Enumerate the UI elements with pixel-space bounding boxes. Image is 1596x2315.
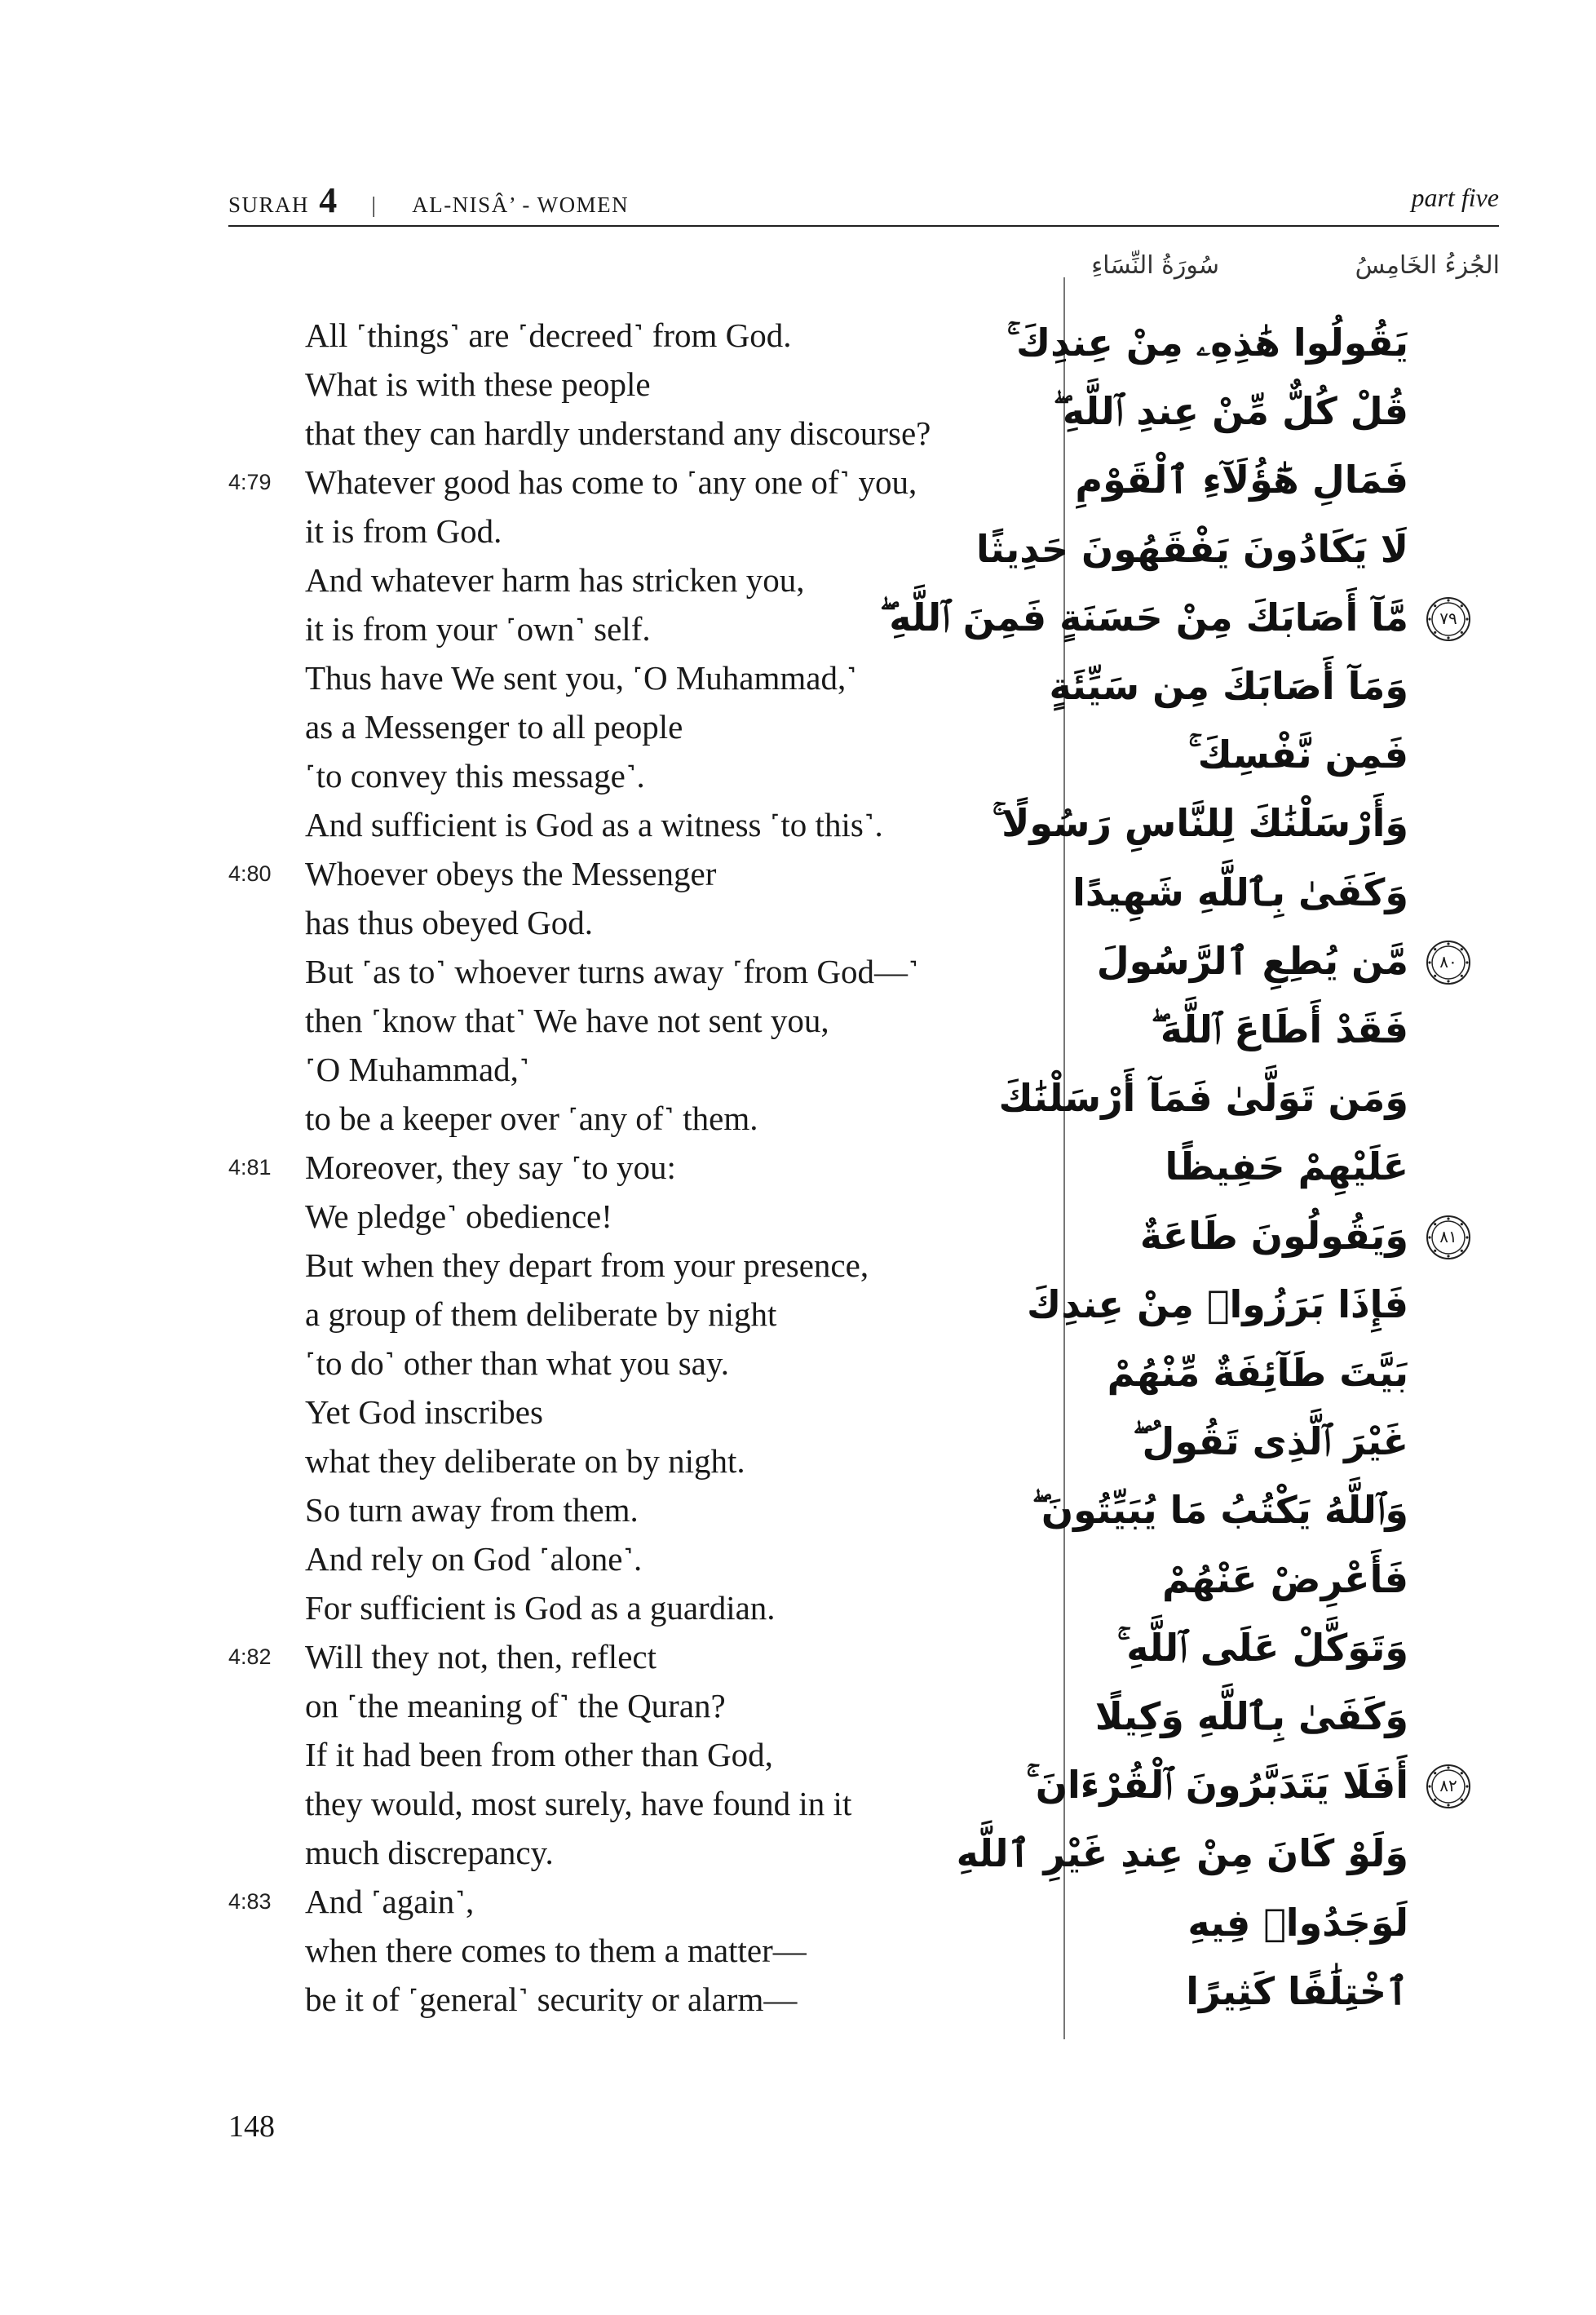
translation-line: what they deliberate on by night. bbox=[305, 1442, 745, 1480]
translation-line: And sufficient is God as a witness ˹to this˺. bbox=[305, 806, 883, 843]
arabic-line: فَمِن نَّفْسِكَ ۚ bbox=[1188, 733, 1408, 777]
translation-line: that they can hardly understand any discourse? bbox=[305, 414, 931, 452]
surah-number: 4 bbox=[319, 180, 338, 220]
verse-number: 4:79 bbox=[228, 470, 272, 494]
arabic-line: ٱخْتِلَٰفًا كَثِيرًا bbox=[1186, 1968, 1408, 2013]
translation-line: And rely on God ˹alone˺. bbox=[305, 1540, 643, 1578]
arabic-line: لَا يَكَادُونَ يَفْقَهُونَ حَدِيثًا bbox=[975, 526, 1408, 571]
translation-line: Whoever obeys the Messenger bbox=[305, 855, 717, 892]
arabic-line: يَقُولُوا هَٰذِهِۦ مِنْ عِندِكَ ۚ bbox=[1006, 321, 1408, 365]
translation-line: And whatever harm has stricken you, bbox=[305, 561, 805, 599]
arabic-line: وَتَوَكَّلْ عَلَى ٱللَّهِ ۚ bbox=[1116, 1625, 1408, 1670]
header-separator: | bbox=[371, 193, 378, 217]
surah-name: AL-NISÂ’ - WOMEN bbox=[412, 193, 630, 217]
translation-line: Moreover, they say ˹to you: bbox=[305, 1149, 676, 1186]
arabic-line: وَلَوْ كَانَ مِنْ عِندِ غَيْرِ ٱللَّهِ bbox=[956, 1831, 1408, 1876]
arabic-line: فَمَالِ هَٰٓؤُلَآءِ ٱلْقَوْمِ bbox=[1075, 458, 1408, 502]
header-rule bbox=[228, 225, 1499, 227]
verse-number: 4:83 bbox=[228, 1889, 272, 1914]
translation-line: they would, most surely, have found in it bbox=[305, 1785, 852, 1822]
translation-line: be it of ˹general˺ security or alarm— bbox=[305, 1981, 798, 2018]
arabic-line: مَّن يُطِعِ ٱلرَّسُولَ bbox=[1096, 938, 1408, 983]
verse-marker-number: ٨٠ bbox=[1439, 951, 1457, 972]
arabic-surah-label: سُورَةُ النِّسَاءِ bbox=[1091, 251, 1219, 280]
verse-number: 4:82 bbox=[228, 1644, 272, 1669]
arabic-line: فَقَدْ أَطَاعَ ٱللَّهَ ۖ bbox=[1151, 1007, 1408, 1051]
translation-line: ˹to convey this message˺. bbox=[305, 757, 645, 795]
verse-marker-number: ٧٩ bbox=[1439, 608, 1457, 628]
arabic-line: فَأَعْرِضْ عَنْهُمْ bbox=[1162, 1556, 1408, 1601]
translation-line: Yet God inscribes bbox=[305, 1393, 543, 1431]
arabic-part-label: الجُزءُ الخَامِسُ bbox=[1355, 251, 1500, 280]
arabic-line: أَفَلَا يَتَدَبَّرُونَ ٱلْقُرْءَانَ ۚ bbox=[1026, 1763, 1408, 1808]
part-label: part five bbox=[1411, 183, 1499, 212]
translation-line: as a Messenger to all people bbox=[305, 708, 683, 746]
arabic-line: وَكَفَىٰ بِٱللَّهِ وَكِيلًا bbox=[1094, 1694, 1408, 1738]
translation-line: All ˹things˺ are ˹decreed˺ from God. bbox=[305, 316, 792, 354]
translation-line: has thus obeyed God. bbox=[305, 904, 594, 941]
translation-line: But when they depart from your presence, bbox=[305, 1246, 869, 1284]
translation-line: Thus have We sent you, ˹O Muhammad,˺ bbox=[305, 659, 857, 697]
arabic-line: قُلْ كُلٌّ مِّنْ عِندِ ٱللَّهِ ۖ bbox=[1053, 389, 1408, 434]
verse-marker-icon bbox=[1424, 1213, 1473, 1262]
arabic-line: وَٱللَّهُ يَكْتُبُ مَا يُبَيِّتُونَ ۖ bbox=[1032, 1488, 1408, 1533]
translation-line: it is from your ˹own˺ self. bbox=[305, 610, 651, 648]
translation-line: much discrepancy. bbox=[305, 1834, 554, 1871]
translation-line: it is from God. bbox=[305, 512, 502, 550]
surah-title bbox=[228, 179, 629, 221]
arabic-line: غَيْرَ ٱلَّذِى تَقُولُ ۖ bbox=[1132, 1419, 1408, 1464]
verse-marker-number: ٨٢ bbox=[1439, 1776, 1457, 1796]
translation-line: For sufficient is God as a guardian. bbox=[305, 1589, 776, 1627]
translation-line: If it had been from other than God, bbox=[305, 1736, 773, 1773]
translation-line: But ˹as to˺ whoever turns away ˹from God—˺ bbox=[305, 953, 919, 990]
arabic-line: مَّآ أَصَابَكَ مِنْ حَسَنَةٍ فَمِنَ ٱللَّهِ ۖ bbox=[879, 595, 1408, 640]
page-number: 148 bbox=[228, 2109, 275, 2144]
verse-marker-icon bbox=[1424, 1762, 1473, 1811]
translation-line: Whatever good has come to ˹any one of˺ you, bbox=[305, 463, 917, 501]
arabic-line: وَمَن تَوَلَّىٰ فَمَآ أَرْسَلْنَٰكَ bbox=[998, 1076, 1408, 1121]
surah-label: SURAH bbox=[228, 193, 310, 217]
arabic-line: وَيَقُولُونَ طَاعَةٌ bbox=[1139, 1213, 1408, 1258]
arabic-line: وَأَرْسَلْنَٰكَ لِلنَّاسِ رَسُولًا ۚ bbox=[992, 801, 1408, 846]
arabic-line: لَوَجَدُوا۟ فِيهِ bbox=[1187, 1900, 1408, 1945]
running-header bbox=[228, 173, 1499, 222]
arabic-line: عَلَيْهِمْ حَفِيظًا bbox=[1165, 1144, 1408, 1189]
arabic-line: بَيَّتَ طَآئِفَةٌ مِّنْهُمْ bbox=[1107, 1351, 1408, 1395]
translation-line: a group of them deliberate by night bbox=[305, 1295, 777, 1333]
translation-line: Will they not, then, reflect bbox=[305, 1638, 657, 1675]
verse-number: 4:80 bbox=[228, 861, 272, 886]
translation-line: on ˹the meaning of˺ the Quran? bbox=[305, 1687, 726, 1724]
translation-line: then ˹know that˺ We have not sent you, bbox=[305, 1002, 829, 1039]
translation-line: when there comes to them a matter— bbox=[305, 1932, 807, 1969]
translation-line: And ˹again˺, bbox=[305, 1883, 475, 1920]
translation-line: ˹to do˺ other than what you say. bbox=[305, 1344, 729, 1382]
verse-marker-number: ٨١ bbox=[1439, 1226, 1457, 1246]
translation-line: What is with these people bbox=[305, 365, 651, 403]
verse-marker-icon bbox=[1424, 938, 1473, 987]
translation-line: We pledge˺ obedience! bbox=[305, 1197, 612, 1235]
arabic-line: وَكَفَىٰ بِٱللَّهِ شَهِيدًا bbox=[1072, 870, 1408, 914]
arabic-line: فَإِذَا بَرَزُوا۟ مِنْ عِندِكَ bbox=[1027, 1281, 1408, 1326]
translation-line: to be a keeper over ˹any of˺ them. bbox=[305, 1100, 758, 1137]
translation-line: So turn away from them. bbox=[305, 1491, 639, 1529]
verse-marker-icon bbox=[1424, 595, 1473, 644]
translation-line: ˹O Muhammad,˺ bbox=[305, 1051, 530, 1088]
verse-number: 4:81 bbox=[228, 1155, 272, 1180]
arabic-line: وَمَآ أَصَابَكَ مِن سَيِّئَةٍ bbox=[1049, 664, 1408, 708]
